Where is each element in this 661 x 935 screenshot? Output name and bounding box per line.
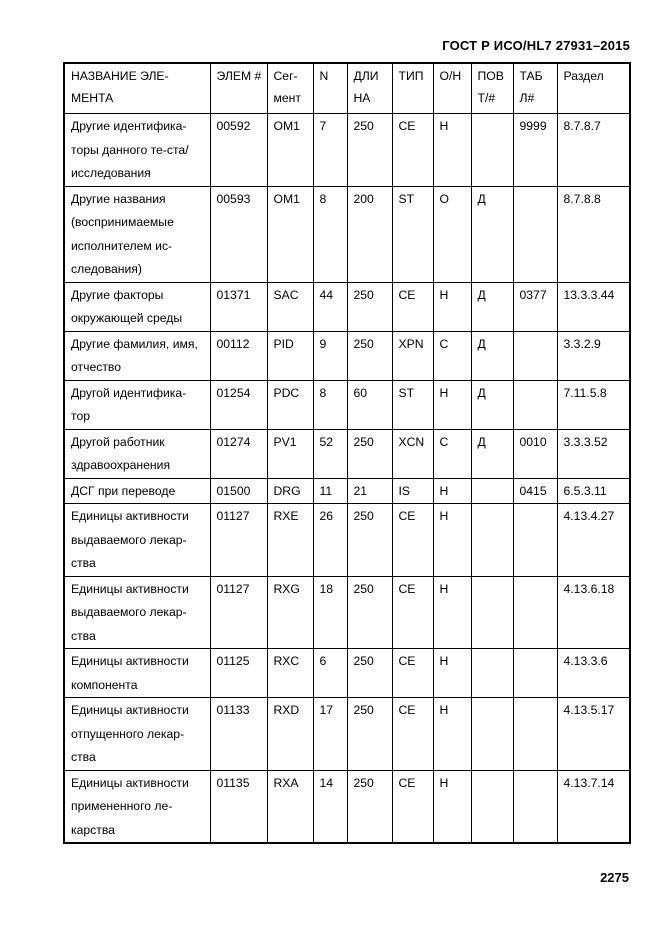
- table-row: [64, 698, 630, 771]
- cell-type: ST: [392, 186, 433, 282]
- col-header-optionality: О/Н: [433, 63, 471, 114]
- cell-type: XPN: [392, 331, 433, 380]
- table-row: [64, 114, 630, 187]
- cell-section: 13.3.3.44: [557, 282, 630, 331]
- cell-optionality: Н: [433, 282, 471, 331]
- cell-section: 7.11.5.8: [557, 380, 630, 429]
- page-number: 2275: [600, 870, 629, 885]
- cell-segment: RXA: [267, 770, 313, 843]
- cell-length: 250: [347, 649, 392, 698]
- cell-elem: 01133: [210, 698, 267, 771]
- cell-length: 21: [347, 478, 392, 504]
- cell-elem: 01127: [210, 504, 267, 577]
- col-header-length: ДЛИ НА: [347, 63, 392, 114]
- cell-elem: 00593: [210, 186, 267, 282]
- cell-n: 9: [313, 331, 347, 380]
- cell-table: 0010: [513, 429, 557, 478]
- cell-table: [513, 504, 557, 577]
- cell-name: Единицы активности выдаваемого лекар-ства: [64, 576, 210, 649]
- cell-table: 0415: [513, 478, 557, 504]
- cell-name: Другой работник здравоохранения: [64, 429, 210, 478]
- cell-length: 250: [347, 576, 392, 649]
- cell-length: 250: [347, 282, 392, 331]
- col-header-type: ТИП: [392, 63, 433, 114]
- cell-type: XCN: [392, 429, 433, 478]
- cell-n: 52: [313, 429, 347, 478]
- document-header: ГОСТ Р ИСО/HL7 27931–2015: [442, 38, 630, 53]
- cell-n: 11: [313, 478, 347, 504]
- cell-elem: 00112: [210, 331, 267, 380]
- cell-table: [513, 770, 557, 843]
- cell-segment: RXC: [267, 649, 313, 698]
- cell-optionality: Н: [433, 380, 471, 429]
- cell-n: 6: [313, 649, 347, 698]
- cell-optionality: Н: [433, 504, 471, 577]
- cell-optionality: С: [433, 429, 471, 478]
- cell-repeat: Д: [471, 429, 513, 478]
- col-header-segment: Сег-мент: [267, 63, 313, 114]
- cell-name: ДСГ при переводе: [64, 478, 210, 504]
- cell-name: Единицы активности выдаваемого лекар-ства: [64, 504, 210, 577]
- cell-segment: RXD: [267, 698, 313, 771]
- cell-elem: 00592: [210, 114, 267, 187]
- cell-n: 8: [313, 186, 347, 282]
- cell-optionality: Н: [433, 114, 471, 187]
- cell-table: 9999: [513, 114, 557, 187]
- cell-section: 8.7.8.7: [557, 114, 630, 187]
- cell-section: 3.3.2.9: [557, 331, 630, 380]
- cell-optionality: Н: [433, 478, 471, 504]
- cell-type: CE: [392, 282, 433, 331]
- cell-optionality: Н: [433, 649, 471, 698]
- cell-length: 60: [347, 380, 392, 429]
- cell-elem: 01127: [210, 576, 267, 649]
- cell-section: 4.13.6.18: [557, 576, 630, 649]
- cell-length: 250: [347, 331, 392, 380]
- cell-optionality: Н: [433, 770, 471, 843]
- cell-table: [513, 576, 557, 649]
- cell-type: CE: [392, 649, 433, 698]
- col-header-section: Раздел: [557, 63, 630, 114]
- col-header-name: НАЗВАНИЕ ЭЛЕ-МЕНТА: [64, 63, 210, 114]
- cell-elem: 01500: [210, 478, 267, 504]
- cell-n: 44: [313, 282, 347, 331]
- cell-name: Единицы активности примененного ле-карства: [64, 770, 210, 843]
- cell-type: CE: [392, 504, 433, 577]
- table-row: [64, 282, 630, 331]
- cell-name: Другие факторы окружающей среды: [64, 282, 210, 331]
- table-row: [64, 331, 630, 380]
- cell-segment: PDC: [267, 380, 313, 429]
- cell-table: [513, 698, 557, 771]
- cell-section: 4.13.7.14: [557, 770, 630, 843]
- cell-elem: 01254: [210, 380, 267, 429]
- cell-type: ST: [392, 380, 433, 429]
- cell-segment: RXE: [267, 504, 313, 577]
- table-row: [64, 649, 630, 698]
- col-header-table: ТАБ Л#: [513, 63, 557, 114]
- table-row: [64, 770, 630, 843]
- cell-section: 6.5.3.11: [557, 478, 630, 504]
- table-header-row: [64, 63, 630, 114]
- table-row: [64, 380, 630, 429]
- cell-table: [513, 649, 557, 698]
- cell-section: 4.13.3.6: [557, 649, 630, 698]
- cell-n: 8: [313, 380, 347, 429]
- cell-repeat: Д: [471, 186, 513, 282]
- cell-repeat: [471, 698, 513, 771]
- cell-name: Другие фамилия, имя, отчество: [64, 331, 210, 380]
- cell-name: Другие идентифика-торы данного те-ста/исследования: [64, 114, 210, 187]
- cell-table: [513, 331, 557, 380]
- cell-length: 250: [347, 698, 392, 771]
- cell-n: 18: [313, 576, 347, 649]
- cell-table: 0377: [513, 282, 557, 331]
- cell-segment: PID: [267, 331, 313, 380]
- cell-repeat: [471, 770, 513, 843]
- cell-repeat: Д: [471, 331, 513, 380]
- cell-length: 250: [347, 429, 392, 478]
- cell-segment: SAC: [267, 282, 313, 331]
- cell-segment: PV1: [267, 429, 313, 478]
- cell-name: Другой идентифика-тор: [64, 380, 210, 429]
- cell-optionality: О: [433, 186, 471, 282]
- table-row: [64, 429, 630, 478]
- cell-n: 26: [313, 504, 347, 577]
- table-row: [64, 186, 630, 282]
- cell-section: 4.13.4.27: [557, 504, 630, 577]
- cell-n: 17: [313, 698, 347, 771]
- cell-elem: 01125: [210, 649, 267, 698]
- cell-length: 200: [347, 186, 392, 282]
- cell-repeat: [471, 504, 513, 577]
- cell-type: CE: [392, 576, 433, 649]
- cell-repeat: [471, 478, 513, 504]
- cell-elem: 01274: [210, 429, 267, 478]
- cell-n: 14: [313, 770, 347, 843]
- cell-repeat: [471, 649, 513, 698]
- cell-type: IS: [392, 478, 433, 504]
- cell-segment: OM1: [267, 186, 313, 282]
- cell-name: Другие названия (воспринимаемые исполнителем ис-следования): [64, 186, 210, 282]
- cell-type: CE: [392, 770, 433, 843]
- cell-optionality: Н: [433, 576, 471, 649]
- cell-type: CE: [392, 698, 433, 771]
- cell-name: Единицы активности компонента: [64, 649, 210, 698]
- cell-repeat: Д: [471, 380, 513, 429]
- col-header-n: N: [313, 63, 347, 114]
- table-row: [64, 504, 630, 577]
- cell-optionality: С: [433, 331, 471, 380]
- cell-repeat: Д: [471, 282, 513, 331]
- cell-length: 250: [347, 770, 392, 843]
- elements-table: [63, 62, 631, 844]
- col-header-repeat: ПОВ Т/#: [471, 63, 513, 114]
- cell-name: Единицы активности отпущенного лекар-ства: [64, 698, 210, 771]
- cell-segment: DRG: [267, 478, 313, 504]
- cell-type: CE: [392, 114, 433, 187]
- cell-length: 250: [347, 504, 392, 577]
- cell-section: 4.13.5.17: [557, 698, 630, 771]
- cell-segment: RXG: [267, 576, 313, 649]
- cell-table: [513, 186, 557, 282]
- cell-repeat: [471, 576, 513, 649]
- cell-elem: 01135: [210, 770, 267, 843]
- cell-n: 7: [313, 114, 347, 187]
- cell-section: 3.3.3.52: [557, 429, 630, 478]
- cell-section: 8.7.8.8: [557, 186, 630, 282]
- table-row: [64, 478, 630, 504]
- cell-optionality: Н: [433, 698, 471, 771]
- cell-elem: 01371: [210, 282, 267, 331]
- cell-length: 250: [347, 114, 392, 187]
- cell-segment: OM1: [267, 114, 313, 187]
- cell-table: [513, 380, 557, 429]
- cell-repeat: [471, 114, 513, 187]
- table-row: [64, 576, 630, 649]
- col-header-elem: ЭЛЕМ #: [210, 63, 267, 114]
